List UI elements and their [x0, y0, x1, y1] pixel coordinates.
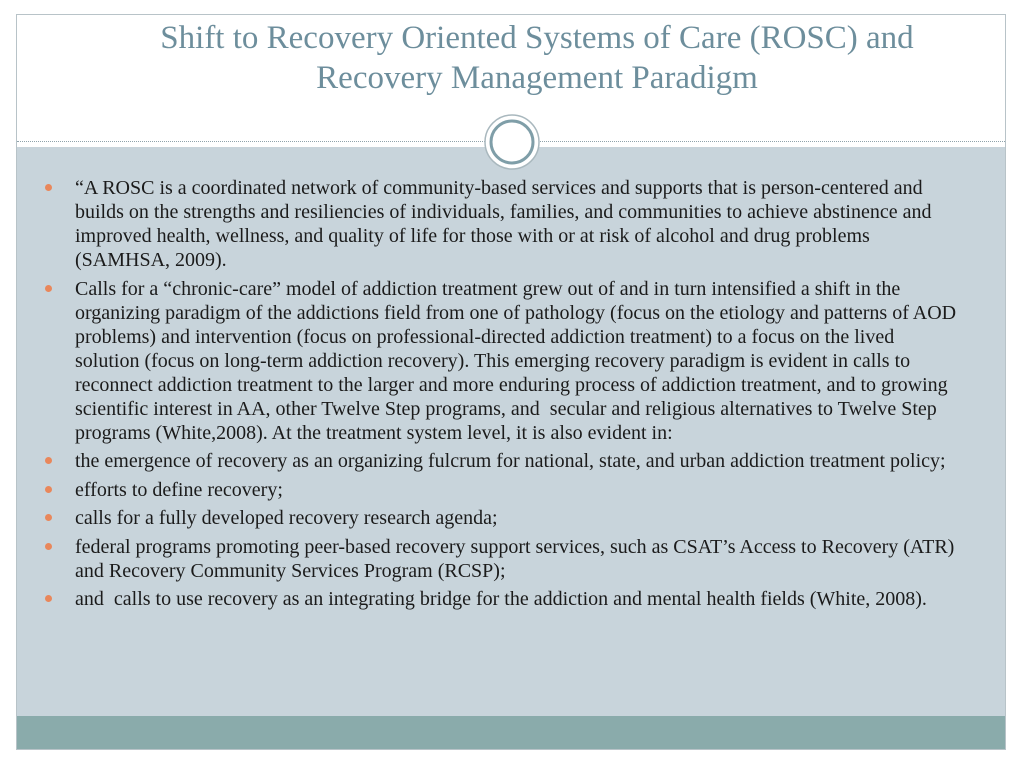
bullet-dot-icon [45, 543, 52, 550]
bullet-dot-icon [45, 486, 52, 493]
footer-band [17, 716, 1005, 749]
bullet-item [40, 449, 980, 473]
bullet-dot-icon [45, 514, 52, 521]
bullet-dot-icon [45, 285, 52, 292]
bullet-dot-icon [45, 457, 52, 464]
bullet-item [40, 535, 980, 583]
bullet-item [40, 478, 980, 502]
slide-title-line: Shift to Recovery Oriented Systems of Care (ROSC) and [160, 20, 914, 56]
bullet-dot-icon [45, 184, 52, 191]
ring-ornament-icon [482, 112, 542, 172]
bullet-text: calls for a fully developed recovery research agenda; [75, 507, 498, 529]
bullet-item [40, 277, 980, 445]
ornament-inner-ring [491, 121, 533, 163]
bullet-item [40, 506, 980, 530]
bullet-text: Calls for a “chronic-care” model of addiction treatment grew out of and in turn intensified a shift in the organizing paradigm of the addictions field from one of pathology (focus on the etiology and patterns of AOD problems) and intervention (focus on professional-directed addiction treatment) to a focus on the lived solution (focus on long-term addiction recovery). This emerging recovery paradigm is evident in calls to reconnect addiction treatment to the larger and more enduring process of addiction treatment, and to growing scientific interest in AA, other Twelve Step programs, and secular and religious alternatives to Twelve Step programs (White,2008). At the treatment system level, it is also evident in: [75, 277, 962, 444]
bullet-text: the emergence of recovery as an organizing fulcrum for national, state, and urban addiction treatment policy; [75, 450, 946, 472]
bullet-text: efforts to define recovery; [75, 478, 283, 501]
bullet-text: “A ROSC is a coordinated network of community-based services and supports that is person-centered and builds on the strengths and resiliencies of individuals, families, and communities to achieve abstinence and improved health, wellness, and quality of life for those with or at risk of alcohol and drug problems (SAMHSA, 2009). [75, 177, 937, 271]
bullet-list [40, 176, 980, 616]
bullet-text: federal programs promoting peer-based recovery support services, such as CSAT’s Access to Recovery (ATR) and Recovery Community Services Program (RCSP); [75, 535, 960, 582]
bullet-text: and calls to use recovery as an integrating bridge for the addiction and mental health fields (White, 2008). [75, 588, 927, 610]
bullet-item [40, 176, 980, 272]
bullet-item [40, 587, 980, 611]
slide-title-line: Recovery Management Paradigm [316, 60, 758, 96]
bullet-dot-icon [45, 595, 52, 602]
slide-title [70, 18, 1004, 98]
